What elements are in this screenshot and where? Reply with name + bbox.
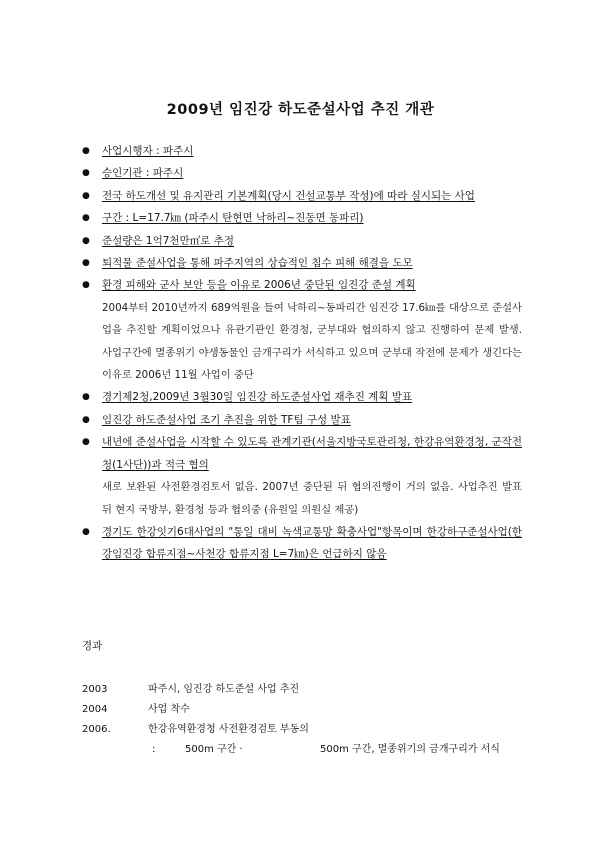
history-cont-part1: 500m 구간 · [185, 744, 243, 755]
history-text: 파주시, 임진강 하도준설 사업 추진 [148, 684, 300, 695]
history-row [82, 680, 542, 700]
history-label: 경과 [82, 640, 103, 652]
document-title: 2009년 임진강 하도준설사업 추진 개관 [166, 102, 435, 118]
bullet-icon: ● [82, 213, 90, 224]
bullet-icon: ● [82, 437, 90, 448]
bullet-item [82, 274, 522, 296]
bullet-icon: ● [82, 235, 90, 246]
bullet-icon: ● [82, 168, 90, 179]
bullet-item [82, 409, 522, 431]
history-year: 2006. [82, 724, 111, 735]
bullet-item [82, 207, 522, 229]
bullet-item-text: 준설량은 1억7천만㎥로 추정 [102, 234, 234, 247]
history-year: 2003 [82, 684, 108, 695]
history-text: 사업 착수 [148, 704, 190, 715]
history-text: 한강유역환경청 사전환경검토 부동의 [148, 724, 309, 735]
bullet-item-detail: 2004부터 2010년까지 689억원을 들여 낙하리~동파리간 임진강 17.6㎞를 대상으로 준설사업을 추진할 계획이었으나 유관기관인 환경청, 군부대와 협의하지 않고 진행하여 문제 발생. 사업구간에 멸종위기 야생동물인 금개구리가 서식하고 있으며 군부대 작전에 문제가 생긴다는 이유로 2006년 11월 사업이 중단 [102, 301, 522, 382]
bullet-item-text: 환경 피해와 군사 보안 등을 이유로 2006년 중단된 임진강 준설 계획 [102, 279, 416, 292]
history-cont-part2: 500m 구간, 멸종위기의 금개구리가 서식 [320, 744, 500, 755]
bullet-item [82, 386, 522, 408]
history-list [82, 680, 542, 760]
history-continuation [82, 740, 542, 760]
history-cont-colon: : [152, 744, 156, 755]
bullet-item [82, 162, 522, 184]
history-row [82, 720, 542, 740]
bullet-item [82, 230, 522, 252]
bullet-icon: ● [82, 280, 90, 291]
history-row [82, 700, 542, 720]
bullet-icon: ● [82, 392, 90, 403]
bullet-item-text: 승인기관 : 파주시 [102, 167, 184, 180]
bullet-item-text: 구간 : L=17.7㎞ (파주시 탄현면 낙하리~진동면 동파리) [102, 212, 364, 225]
bullet-icon: ● [82, 414, 90, 425]
bullet-icon: ● [82, 190, 90, 201]
bullet-item-detail: 새로 보완된 사전환경검토서 없음. 2007년 중단된 뒤 협의진행이 거의 없음. 사업추진 발표 뒤 현지 국방부, 환경청 등과 협의중 (유원일 의원실 제공) [102, 481, 522, 516]
bullet-item [82, 185, 522, 207]
bullet-item [82, 140, 522, 162]
bullet-item-text: 경기제2청,2009년 3월30일 임진강 하도준설사업 재추진 계획 발표 [102, 391, 413, 404]
bullet-item-text: 사업시행자 : 파주시 [102, 145, 194, 157]
bullet-item-text: 경기도 한강잇기6대사업의 "통일 대비 녹색교통망 확충사업"항목이며 한강하구준설사업(한강임진강 합류지점~사천강 합류지점 L=7㎞)은 언급하지 않음 [102, 525, 522, 561]
bullet-item-text: 내년에 준설사업을 시작할 수 있도록 관계기관(서울지방국토관리청, 한강유역환경청, 군작전청(1사단))과 적극 협의 [102, 436, 522, 471]
bullet-icon: ● [82, 146, 90, 156]
bullet-item-text: 전국 하도개선 및 유지관리 기본계획(당시 건설교통부 작성)에 따라 실시되는 사업 [102, 189, 475, 202]
bullet-item [82, 521, 522, 566]
bullet-item-text: 임진강 하도준설사업 조기 추진을 위한 TF팀 구성 발표 [102, 413, 351, 426]
bullet-icon: ● [82, 526, 90, 537]
bullet-list [82, 140, 522, 566]
bullet-icon: ● [82, 258, 90, 269]
bullet-item-text: 퇴적물 준설사업을 통해 파주지역의 상습적인 침수 피해 해결을 도모 [102, 257, 413, 270]
bullet-item [82, 252, 522, 274]
history-year: 2004 [82, 704, 108, 715]
bullet-item [82, 431, 522, 476]
